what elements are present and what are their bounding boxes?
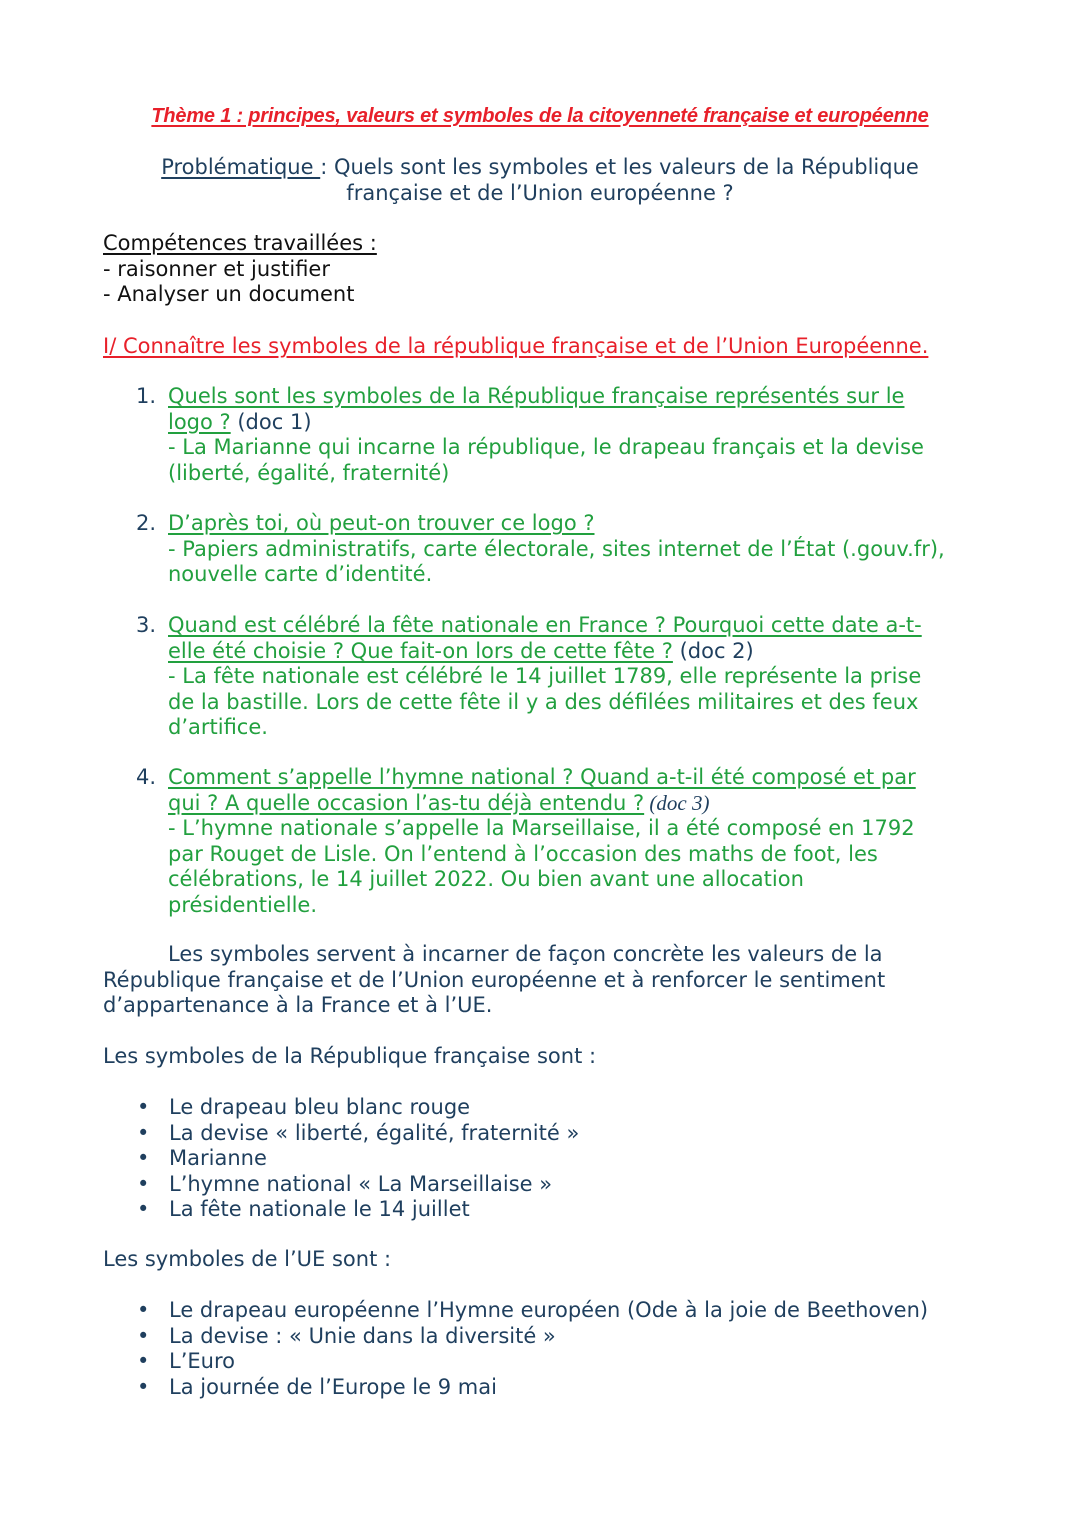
summary-line: République française et de l’Union européenne et à renforcer le sentiment	[103, 967, 886, 992]
competence-item: - Analyser un document	[103, 282, 355, 306]
question-item-4	[136, 765, 1016, 918]
answer-text: nouvelle carte d’identité.	[168, 562, 433, 586]
problematique	[120, 155, 960, 206]
question-number: 1.	[136, 384, 157, 408]
competence-item: - raisonner et justifier	[103, 256, 330, 281]
competences-heading: Compétences travaillées :	[103, 231, 377, 255]
problematique-text-line2: française et de l’Union européenne ?	[346, 180, 734, 205]
question-text: qui ? A quelle occasion l’as-tu déjà entendu ?	[168, 790, 645, 815]
list-item	[103, 1298, 983, 1324]
ue-symbols-heading: Les symboles de l’UE sont :	[103, 1247, 392, 1271]
question-text: logo ?	[168, 409, 231, 434]
bullet-icon: •	[137, 1171, 150, 1196]
problematique-text-line1: : Quels sont les symboles et les valeurs de la République	[320, 155, 919, 179]
fr-symbols-heading: Les symboles de la République française sont :	[103, 1044, 597, 1068]
list-item-text: Le drapeau européenne l’Hymne européen (Ode à la joie de Beethoven)	[169, 1298, 929, 1322]
competences-block	[103, 231, 703, 308]
question-text: Quand est célébré la fête nationale en France ? Pourquoi cette date a-t-	[168, 613, 922, 637]
answer-text: - La fête nationale est célébré le 14 juillet 1789, elle représente la prise	[168, 664, 922, 688]
bullet-icon: •	[137, 1349, 150, 1373]
answer-text: - L’hymne nationale s’appelle la Marseillaise, il a été composé en 1792	[168, 816, 915, 840]
list-item	[103, 1172, 983, 1198]
bullet-icon: •	[137, 1120, 150, 1145]
bullet-icon: •	[137, 1323, 150, 1348]
list-item	[103, 1197, 983, 1223]
question-item-2	[136, 511, 1016, 588]
answer-text: par Rouget de Lisle. On l’entend à l’occasion des maths de foot, les	[168, 841, 878, 866]
question-text: elle été choisie ? Que fait-on lors de cette fête ?	[168, 638, 673, 663]
list-item-text: La devise : « Unie dans la diversité »	[169, 1323, 556, 1348]
question-text: Comment s’appelle l’hymne national ? Quand a-t-il été composé et par	[168, 765, 916, 789]
list-item-text: L’Euro	[169, 1349, 235, 1373]
list-item	[103, 1146, 983, 1172]
list-item	[103, 1349, 983, 1375]
question-number: 3.	[136, 613, 157, 637]
bullet-icon: •	[137, 1374, 150, 1399]
list-item	[103, 1121, 983, 1147]
list-item-text: L’hymne national « La Marseillaise »	[169, 1171, 553, 1196]
doc-reference: (doc 2)	[672, 638, 754, 663]
question-item-1	[136, 384, 1016, 486]
answer-text: célébrations, le 14 juillet 2022. Ou bien avant une allocation	[168, 867, 804, 891]
bullet-icon: •	[137, 1197, 150, 1221]
list-item	[103, 1375, 983, 1401]
question-text: Quels sont les symboles de la République française représentés sur le	[168, 384, 905, 408]
bullet-icon: •	[137, 1095, 150, 1119]
doc-reference: (doc 3)	[644, 790, 710, 815]
list-item	[103, 1324, 983, 1350]
summary-paragraph	[103, 942, 983, 1019]
question-number: 4.	[136, 765, 157, 789]
problematique-label: Problématique	[161, 155, 321, 179]
answer-text: présidentielle.	[168, 892, 318, 917]
question-number: 2.	[136, 511, 157, 535]
fr-symbols-list	[103, 1095, 983, 1223]
answer-text: de la bastille. Lors de cette fête il y a des défilées militaires et des feux	[168, 689, 919, 714]
list-item-text: La journée de l’Europe le 9 mai	[169, 1374, 497, 1399]
ue-symbols-list	[103, 1298, 983, 1400]
answer-text: d’artifice.	[168, 715, 268, 739]
list-item-text: La fête nationale le 14 juillet	[169, 1197, 470, 1221]
summary-line: d’appartenance à la France et à l’UE.	[103, 993, 493, 1017]
doc-reference: (doc 1)	[230, 409, 312, 434]
question-item-3	[136, 613, 1016, 741]
answer-text: - Papiers administratifs, carte électorale, sites internet de l’État (.gouv.fr),	[168, 536, 945, 561]
section-title: I/ Connaître les symboles de la république française et de l’Union Européenne.	[103, 334, 929, 358]
document-title: Thème 1 : principes, valeurs et symboles de la citoyenneté française et européenne	[151, 105, 929, 127]
answer-text: (liberté, égalité, fraternité)	[168, 460, 450, 485]
list-item-text: Le drapeau bleu blanc rouge	[169, 1095, 471, 1119]
answer-text: - La Marianne qui incarne la république, le drapeau français et la devise	[168, 435, 924, 459]
list-item-text: La devise « liberté, égalité, fraternité »	[169, 1120, 580, 1145]
bullet-icon: •	[137, 1298, 150, 1322]
list-item	[103, 1095, 983, 1121]
question-text: D’après toi, où peut-on trouver ce logo ?	[168, 511, 595, 535]
list-item-text: Marianne	[169, 1146, 267, 1170]
bullet-icon: •	[137, 1146, 150, 1170]
summary-line: Les symboles servent à incarner de façon concrète les valeurs de la	[168, 942, 883, 966]
